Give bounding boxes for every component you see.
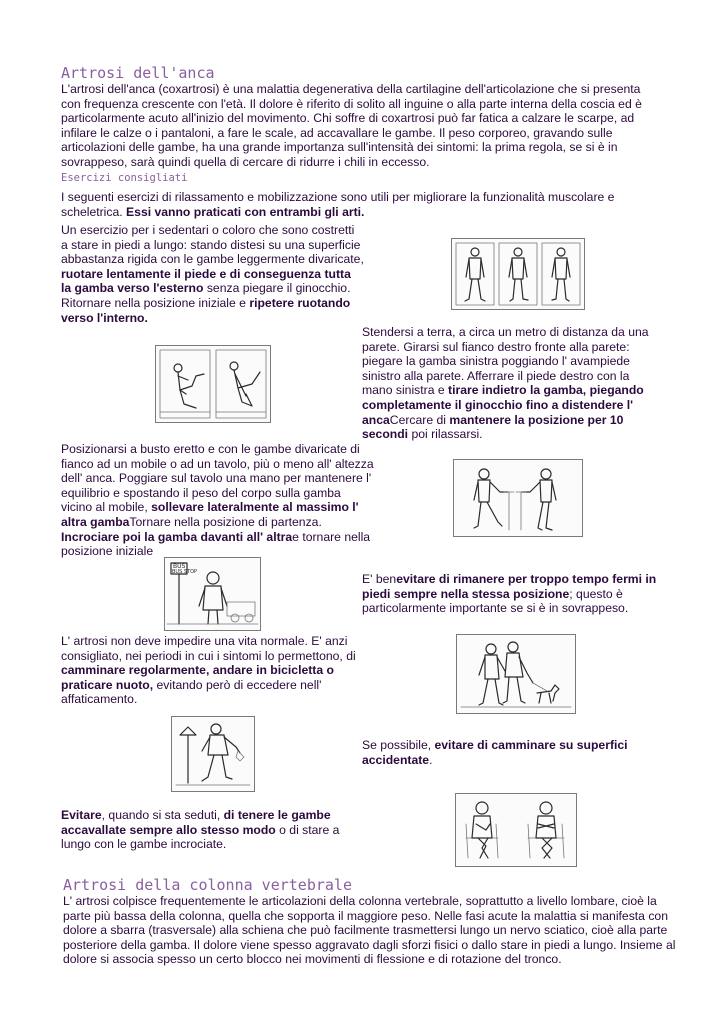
exercise-4-text: E' benevitare di rimanere per troppo tempo fermi in piedi sempre nella stessa posizione; questo è particolarmente importante se si è in sovrappeso. [362,572,657,616]
exercise-7-text: Evitare, quando si sta seduti, di tenere le gambe accavallate sempre allo stesso modo o di stare a lungo con le gambe incrociate. [61,808,340,852]
figure-seated-crossed-legs [455,793,577,867]
subtitle-exercises: Esercizi consigliati [61,172,188,184]
spine-paragraph: L' artrosi colpisce frequentemente le articolazioni della colonna vertebrale, soprattutto a livello lombare, cioè la parte più bassa della colonna, quella che sopporta il maggiore peso. Nelle fasi acute la malattia si manifesta con dolore a sbarra (trasversale) alla schiena che può facilmente trasmettersi lungo un nervo sciatico, cioè alla parte posteriore della gamba. Il dolore viene spesso aggravato dagli sforzi fisici o dallo stare in piedi a lungo. Insieme al dolore si associa spesso un certo blocco nei movimenti di flessione e di rotazione del tronco. [63,894,676,967]
exercise-2-text: Stendersi a terra, a circa un metro di distanza da una parete. Girarsi sul fianco destro fronte alla parete: piegare la gamba sinistra poggiando l' avampiede sinistro alla parete. Afferrare il piede destro con la mano sinistra e tirare indietro la gamba, piegando completamente il ginocchio fino a distendere l' ancaCercare di mantenere la posizione per 10 secondi poi rilassarsi. [362,325,649,442]
figure-side-lying-stretch [155,345,271,423]
figure-walking-couple [456,634,576,714]
bus-stop-sign-text: BUS STOP [172,569,198,575]
bus-stop-sign: BUS [173,563,186,570]
exercise-3-text: Posizionarsi a busto eretto e con le gambe divaricate di fianco ad un mobile o ad un tavolo, più o meno all' altezza dell' anca. Poggiare sul tavolo una mano per mantenere l' equilibrio e spostando il peso del corpo sulla gamba vicino al mobile, sollevare lateralmente al massimo l' altra gambaTornare nella posizione di partenza. Incrociare poi la gamba davanti all' altrae tornare nella posizione iniziale [61,442,374,559]
exercise-5-text: L' artrosi non deve impedire una vita normale. E' anzi consigliato, nei periodi in cui i sintomi lo permettono, di camminare regolarmente, andare in bicicletta o praticare nuoto, evitando però di eccedere nell' affaticamento. [61,634,356,707]
section-title-hip: Artrosi dell'anca [61,64,215,82]
figure-leg-rotation [451,238,585,310]
exercise-6-text: Se possibile, evitare di camminare su superfici accidentate. [362,738,628,767]
figure-leg-lift-table [453,459,583,537]
exercises-intro: I seguenti esercizi di rilassamento e mobilizzazione sono utili per migliorare la funzionalità muscolare e scheletrica. Essi vanno praticati con entrambi gli arti. [61,190,615,219]
exercise-1-text: Un esercizio per i sedentari o coloro che sono costretti a stare in piedi a lungo: stando distesi su una superficie abbastanza rigida con le gambe leggermente divaricate, ruotare lentamente il piede e di conseguenza tutta la gamba verso l'esterno senza piegare il ginocchio. Ritornare nella posizione iniziale e ripetere ruotando verso l'interno. [61,223,364,325]
section-title-spine: Artrosi della colonna vertebrale [63,876,352,894]
intro-paragraph: L'artrosi dell'anca (coxartrosi) è una malattia degenerativa della cartilagine dell'articolazione che si presenta con frequenza crescente con l'età. Il dolore è riferito di solito all inguine o alla parte interna della coscia ed è particolarmente acuto all'inizio del movimento. Chi soffre di coxartrosi può far fatica a calzare le scarpe, ad infilare le calze o i pantaloni, a fare le scale, ad accavallare le gambe. Il peso corporeo, gravando sulle articolazioni delle gambe, ha una grande importanza sull'intensità dei sintomi: la prima regola, se si è in sovrappeso, sarà quindi quella di cercare di ridurre i chili in eccesso. [61,82,642,169]
figure-walking-woman [171,716,255,792]
